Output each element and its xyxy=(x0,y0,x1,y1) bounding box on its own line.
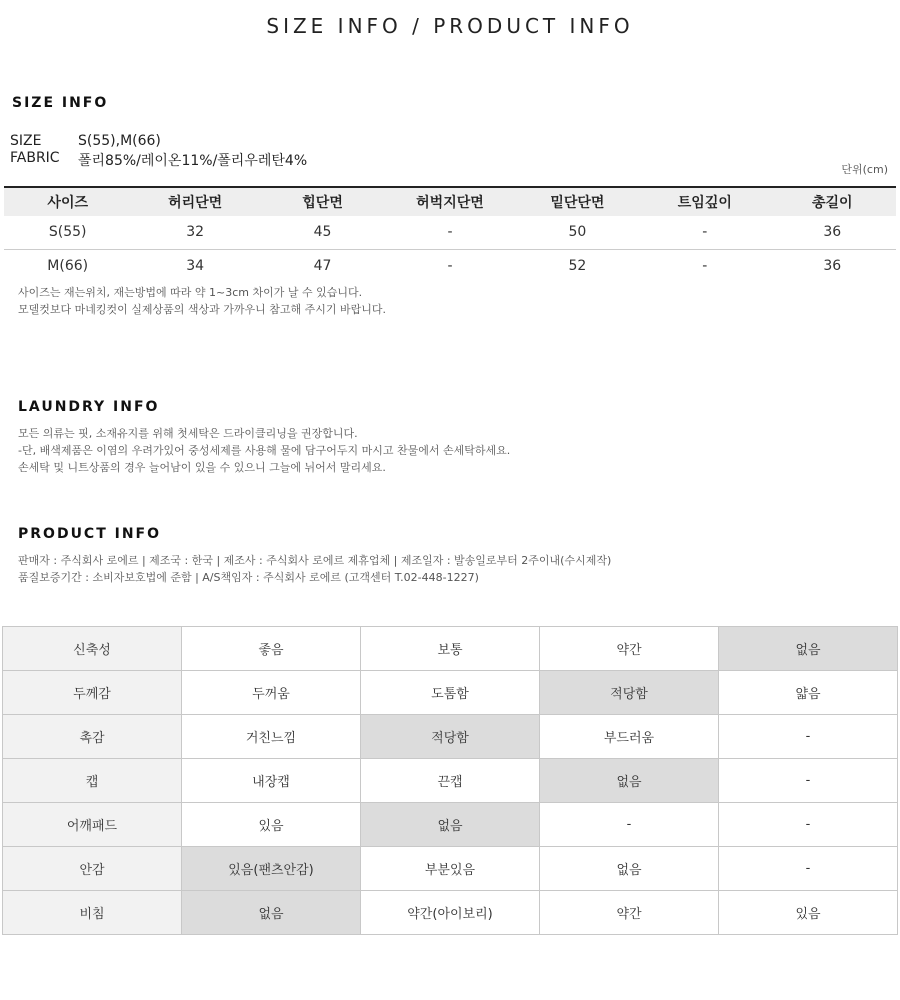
fabric-key: FABRIC xyxy=(10,150,60,166)
property-option: 좋음 xyxy=(182,627,361,671)
header-cell: 허리단면 xyxy=(131,187,258,216)
table-cell: 32 xyxy=(131,216,258,249)
table-row xyxy=(3,847,898,891)
property-label: 비침 xyxy=(3,891,182,935)
property-option-selected: 없음 xyxy=(182,891,361,935)
product-line: 품질보증기간 : 소비자보호법에 준함 | A/S책임자 : 주식회사 로에르 (고객센터 T.02-448-1227) xyxy=(18,571,479,584)
table-row xyxy=(3,627,898,671)
property-option-selected: 없음 xyxy=(540,759,719,803)
table-cell: S(55) xyxy=(4,216,131,249)
table-row xyxy=(3,671,898,715)
table-cell: 34 xyxy=(186,257,205,274)
property-option: 거친느낌 xyxy=(182,715,361,759)
property-option: 보통 xyxy=(361,627,540,671)
property-option-selected: 적당함 xyxy=(540,671,719,715)
property-label: 안감 xyxy=(3,847,182,891)
size-table-header xyxy=(4,187,896,216)
size-spec xyxy=(10,133,161,149)
property-option: 부분있음 xyxy=(361,847,540,891)
unit-label: 단위(cm) xyxy=(841,163,888,176)
size-table xyxy=(4,186,896,282)
property-option: 없음 xyxy=(540,847,719,891)
property-option: - xyxy=(719,759,898,803)
property-option-selected: 있음(팬츠안감) xyxy=(182,847,361,891)
size-value: S(55),M(66) xyxy=(78,133,161,149)
property-option-selected: 없음 xyxy=(361,803,540,847)
property-option: 약간(아이보리) xyxy=(361,891,540,935)
header-cell: 트임깊이 xyxy=(641,187,768,216)
property-option: 얇음 xyxy=(719,671,898,715)
table-cell: 36 xyxy=(823,257,842,274)
header-cell: 밑단단면 xyxy=(514,187,641,216)
size-key: SIZE xyxy=(10,133,42,149)
product-info-heading: PRODUCT INFO xyxy=(18,526,162,542)
table-row xyxy=(3,715,898,759)
property-option: - xyxy=(719,847,898,891)
property-option-selected: 적당함 xyxy=(361,715,540,759)
size-notes xyxy=(18,284,386,318)
laundry-notes xyxy=(18,425,510,476)
property-option: - xyxy=(719,803,898,847)
table-cell: - xyxy=(702,257,708,274)
property-option: - xyxy=(719,715,898,759)
table-cell: 47 xyxy=(313,257,332,274)
property-label: 두께감 xyxy=(3,671,182,715)
property-option: 있음 xyxy=(719,891,898,935)
fabric-properties-table xyxy=(2,626,898,935)
table-cell: 50 xyxy=(514,216,641,249)
fabric-value: 폴리85%/레이온11%/폴리우레탄4% xyxy=(78,153,308,169)
laundry-line: 모든 의류는 핏, 소재유지를 위해 첫세탁은 드라이클리닝을 권장합니다. xyxy=(18,427,358,440)
page-title: SIZE INFO / PRODUCT INFO xyxy=(266,14,634,38)
property-option: 있음 xyxy=(182,803,361,847)
table-cell: 52 xyxy=(568,257,587,274)
header-cell: 총길이 xyxy=(769,187,896,216)
table-cell: 36 xyxy=(769,216,896,249)
property-option-selected: 없음 xyxy=(719,627,898,671)
laundry-line: -단, 배색제품은 이염의 우려가있어 중성세제를 사용해 물에 담구어두지 마시고 찬물에서 손세탁하세요. xyxy=(18,444,511,457)
table-row xyxy=(3,891,898,935)
property-option: 도톰함 xyxy=(361,671,540,715)
property-label: 캡 xyxy=(3,759,182,803)
table-cell: - xyxy=(447,257,453,274)
property-option: 약간 xyxy=(540,627,719,671)
table-row xyxy=(4,216,896,249)
table-cell: - xyxy=(386,216,513,249)
table-row xyxy=(3,759,898,803)
property-option: 끈캡 xyxy=(361,759,540,803)
fabric-spec xyxy=(10,150,307,170)
note-line: 모델컷보다 마네킹컷이 실제상품의 색상과 가까우니 참고해 주시기 바랍니다. xyxy=(18,303,387,316)
product-line: 판매자 : 주식회사 로에르 | 제조국 : 한국 | 제조사 : 주식회사 로에르 제휴업체 | 제조일자 : 발송일로부터 2주이내(수시제작) xyxy=(18,554,612,567)
laundry-info-heading: LAUNDRY INFO xyxy=(18,399,160,415)
property-label: 신축성 xyxy=(3,627,182,671)
size-info-heading: SIZE INFO xyxy=(12,95,109,111)
table-row xyxy=(3,803,898,847)
table-cell: - xyxy=(641,216,768,249)
table-cell: M(66) xyxy=(47,257,89,274)
property-option: 약간 xyxy=(540,891,719,935)
property-label: 촉감 xyxy=(3,715,182,759)
product-notes xyxy=(18,552,611,586)
table-cell: 45 xyxy=(259,216,386,249)
property-option: 내장캡 xyxy=(182,759,361,803)
header-cell: 허벅지단면 xyxy=(386,187,513,216)
header-cell: 사이즈 xyxy=(4,187,131,216)
property-option: - xyxy=(540,803,719,847)
table-row xyxy=(4,249,896,282)
header-cell: 힙단면 xyxy=(259,187,386,216)
laundry-line: 손세탁 및 니트상품의 경우 늘어남이 있을 수 있으니 그늘에 뉘어서 말리세요. xyxy=(18,461,386,474)
property-option: 부드러움 xyxy=(540,715,719,759)
property-option: 두꺼움 xyxy=(182,671,361,715)
note-line: 사이즈는 재는위치, 재는방법에 따라 약 1~3cm 차이가 날 수 있습니다. xyxy=(18,286,363,299)
property-label: 어깨패드 xyxy=(3,803,182,847)
